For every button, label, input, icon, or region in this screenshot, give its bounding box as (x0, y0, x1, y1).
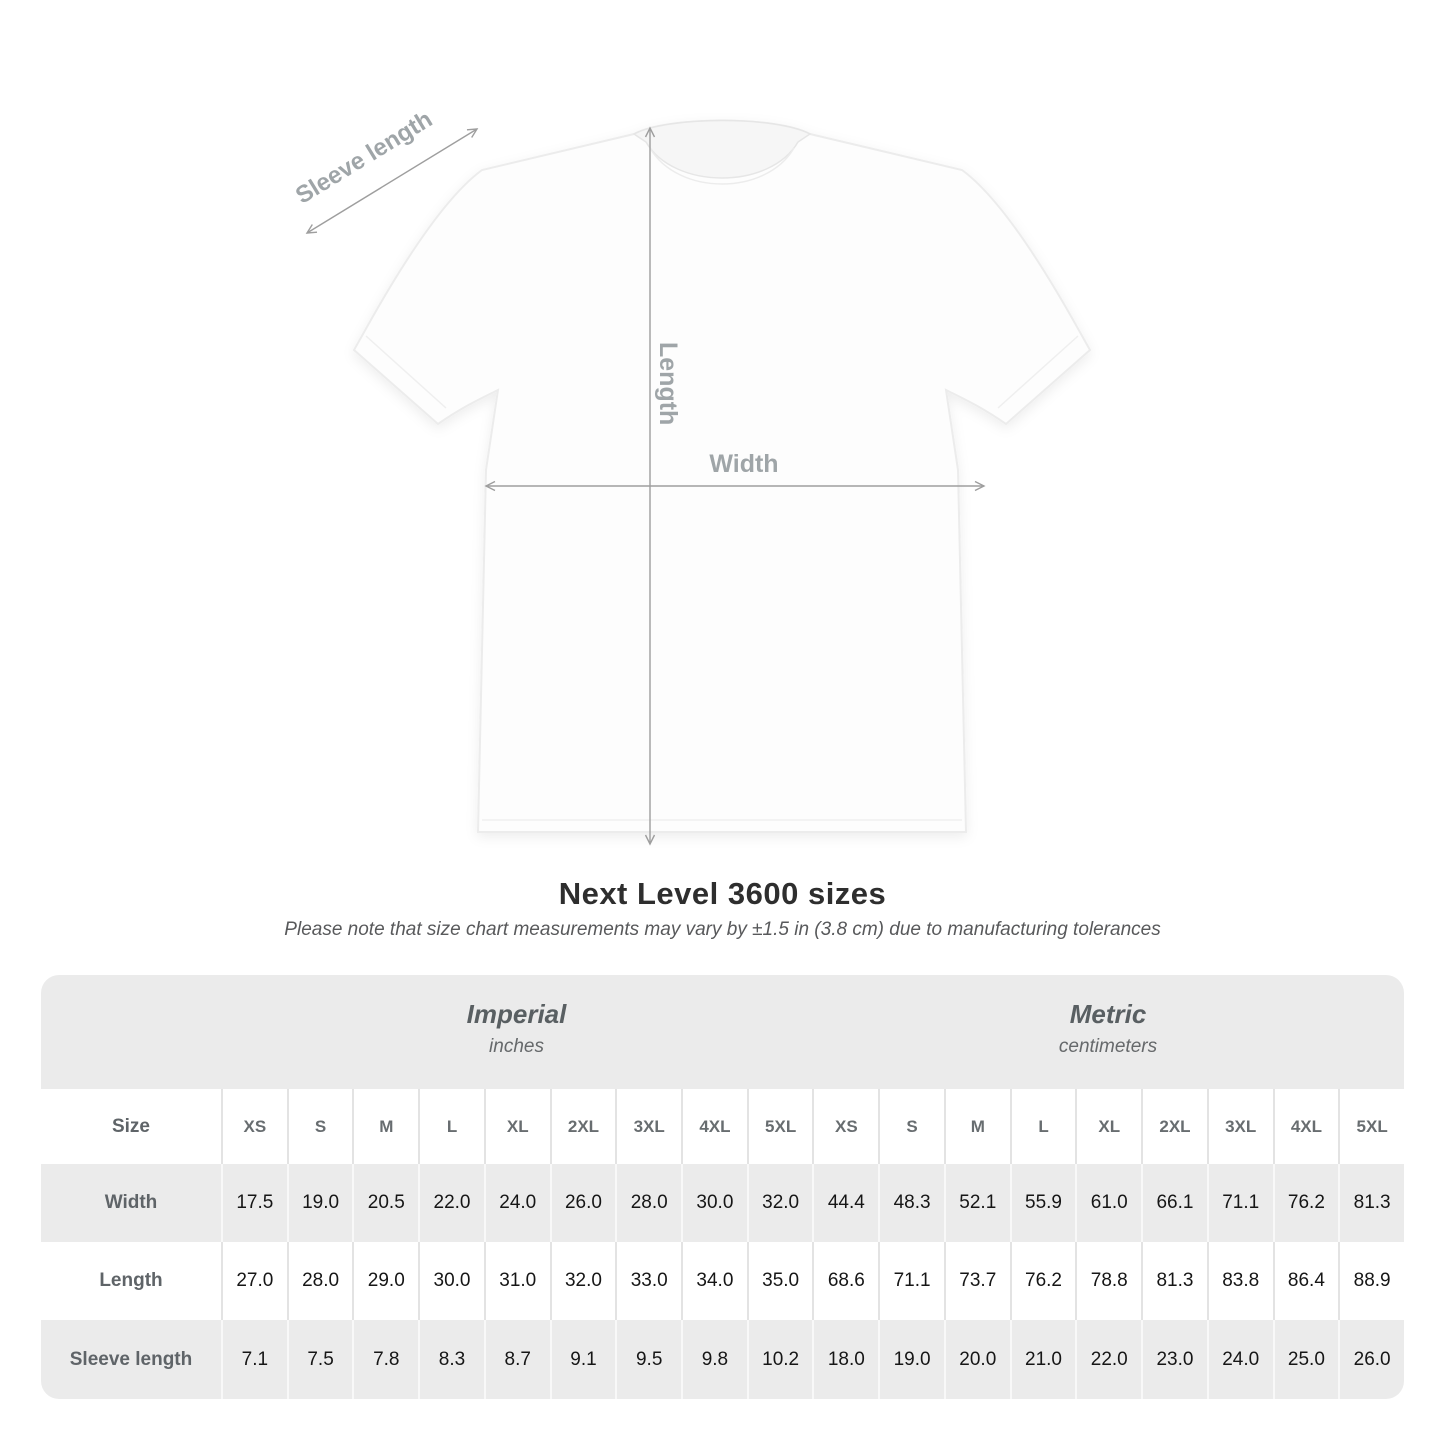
value-imperial: 30.0 (418, 1242, 484, 1320)
value-imperial: 30.0 (681, 1164, 747, 1242)
value-imperial: 9.1 (550, 1320, 616, 1399)
value-metric: 81.3 (1338, 1164, 1404, 1242)
value-metric: 88.9 (1338, 1242, 1404, 1320)
size-header-metric: 2XL (1141, 1089, 1207, 1164)
row-label: Width (41, 1164, 221, 1242)
value-imperial: 10.2 (747, 1320, 813, 1399)
size-header-imperial: L (418, 1089, 484, 1164)
value-metric: 76.2 (1010, 1242, 1076, 1320)
value-imperial: 28.0 (615, 1164, 681, 1242)
value-metric: 22.0 (1075, 1320, 1141, 1399)
value-metric: 25.0 (1273, 1320, 1339, 1399)
value-metric: 19.0 (878, 1320, 944, 1399)
value-metric: 48.3 (878, 1164, 944, 1242)
value-metric: 78.8 (1075, 1242, 1141, 1320)
imperial-title: Imperial (466, 999, 567, 1029)
value-imperial: 32.0 (747, 1164, 813, 1242)
value-metric: 24.0 (1207, 1320, 1273, 1399)
size-header-imperial: XL (484, 1089, 550, 1164)
value-metric: 20.0 (944, 1320, 1010, 1399)
row-label: Length (41, 1242, 221, 1320)
value-imperial: 24.0 (484, 1164, 550, 1242)
value-imperial: 34.0 (681, 1242, 747, 1320)
row-label: Sleeve length (41, 1320, 221, 1399)
value-metric: 83.8 (1207, 1242, 1273, 1320)
value-metric: 52.1 (944, 1164, 1010, 1242)
length-label: Length (654, 342, 682, 426)
size-header-metric: 5XL (1338, 1089, 1404, 1164)
size-table-grid (41, 1089, 1404, 1399)
size-header-metric: S (878, 1089, 944, 1164)
size-header-metric: 4XL (1273, 1089, 1339, 1164)
value-metric: 76.2 (1273, 1164, 1339, 1242)
size-header-metric: XL (1075, 1089, 1141, 1164)
value-imperial: 35.0 (747, 1242, 813, 1320)
value-metric: 18.0 (812, 1320, 878, 1399)
size-header-metric: M (944, 1089, 1010, 1164)
size-header-imperial: 5XL (747, 1089, 813, 1164)
size-header-imperial: 3XL (615, 1089, 681, 1164)
value-metric: 66.1 (1141, 1164, 1207, 1242)
value-metric: 68.6 (812, 1242, 878, 1320)
size-header-imperial: M (352, 1089, 418, 1164)
metric-title: Metric (1069, 999, 1147, 1029)
value-metric: 81.3 (1141, 1242, 1207, 1320)
value-metric: 44.4 (812, 1164, 878, 1242)
value-metric: 86.4 (1273, 1242, 1339, 1320)
value-imperial: 33.0 (615, 1242, 681, 1320)
tolerance-note: Please note that size chart measurements may vary by ±1.5 in (3.8 cm) due to manufacturing tolerances (284, 919, 1161, 940)
value-metric: 71.1 (878, 1242, 944, 1320)
value-metric: 71.1 (1207, 1164, 1273, 1242)
imperial-unit: inches (489, 1036, 544, 1057)
value-metric: 73.7 (944, 1242, 1010, 1320)
value-imperial: 22.0 (418, 1164, 484, 1242)
size-header-imperial: S (287, 1089, 353, 1164)
value-metric: 23.0 (1141, 1320, 1207, 1399)
value-imperial: 20.5 (352, 1164, 418, 1242)
value-imperial: 7.1 (221, 1320, 287, 1399)
value-imperial: 29.0 (352, 1242, 418, 1320)
metric-header (812, 975, 1404, 1089)
value-metric: 61.0 (1075, 1164, 1141, 1242)
unit-header-band (41, 975, 1404, 1089)
page-title: Next Level 3600 sizes (558, 876, 887, 911)
value-imperial: 31.0 (484, 1242, 550, 1320)
value-imperial: 7.5 (287, 1320, 353, 1399)
size-header-imperial: 2XL (550, 1089, 616, 1164)
sleeve-length-label: Sleeve length (291, 105, 438, 210)
value-metric: 55.9 (1010, 1164, 1076, 1242)
width-label: Width (709, 450, 779, 478)
value-imperial: 17.5 (221, 1164, 287, 1242)
size-header-metric: XS (812, 1089, 878, 1164)
size-column-header: Size (41, 1089, 221, 1164)
value-imperial: 8.3 (418, 1320, 484, 1399)
value-imperial: 19.0 (287, 1164, 353, 1242)
value-imperial: 28.0 (287, 1242, 353, 1320)
value-imperial: 26.0 (550, 1164, 616, 1242)
imperial-header (221, 975, 812, 1089)
size-table (41, 975, 1404, 1399)
metric-unit: centimeters (1058, 1036, 1158, 1057)
size-header-imperial: 4XL (681, 1089, 747, 1164)
value-imperial: 27.0 (221, 1242, 287, 1320)
value-imperial: 9.5 (615, 1320, 681, 1399)
value-imperial: 9.8 (681, 1320, 747, 1399)
size-header-metric: L (1010, 1089, 1076, 1164)
value-imperial: 7.8 (352, 1320, 418, 1399)
size-header-metric: 3XL (1207, 1089, 1273, 1164)
value-imperial: 8.7 (484, 1320, 550, 1399)
value-metric: 21.0 (1010, 1320, 1076, 1399)
size-header-imperial: XS (221, 1089, 287, 1164)
value-imperial: 32.0 (550, 1242, 616, 1320)
value-metric: 26.0 (1338, 1320, 1404, 1399)
